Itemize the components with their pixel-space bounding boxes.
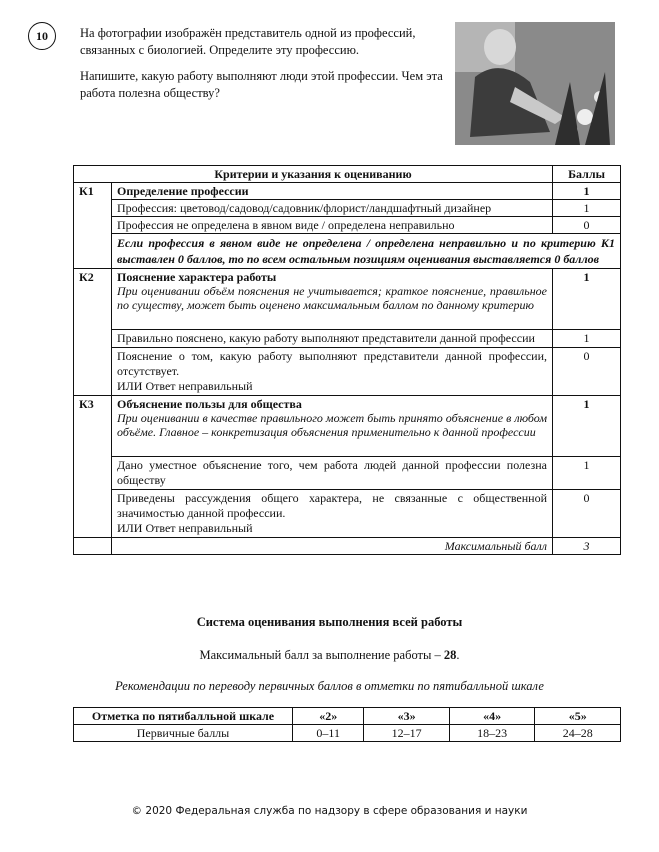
max-score-value: 3 <box>553 538 621 555</box>
system-max-text: Максимальный балл за выполнение работы – <box>199 648 441 662</box>
criterion-code: К2 <box>74 269 112 396</box>
grades-score-row <box>74 725 621 742</box>
grade-cell: «3» <box>364 708 450 725</box>
criteria-table <box>73 165 621 555</box>
criterion-text: Приведены рассуждения общего характера, не связанные с общественной значимостью данной профессии. <box>117 491 547 520</box>
grade-cell: 12–17 <box>364 725 450 742</box>
table-row <box>74 217 621 234</box>
header-points: Баллы <box>553 166 621 183</box>
criterion-points: 1 <box>553 457 621 490</box>
question-number <box>28 22 56 50</box>
table-row <box>74 200 621 217</box>
question-paragraph-2: Напишите, какую работу выполняют люди этой профессии. Чем эта работа полезна обществу? <box>80 69 443 100</box>
criterion-max: 1 <box>553 269 621 330</box>
criterion-points: 1 <box>553 200 621 217</box>
grade-cell: Отметка по пятибалльной шкале <box>74 708 293 725</box>
max-score-row <box>74 538 621 555</box>
grades-header-row <box>74 708 621 725</box>
grade-cell: 0–11 <box>293 725 364 742</box>
question-paragraph-1: На фотографии изображён представитель одной из профессий, связанных с биологией. Определите эту профессию. <box>80 26 416 57</box>
criterion-text-or: ИЛИ Ответ неправильный <box>117 521 253 535</box>
criterion-hint: При оценивании в качестве правильного может быть принято объяснение в любом объёме. Главное – конкретизация объяснения применительно к данной профессии <box>117 411 547 439</box>
criterion-max: 1 <box>553 396 621 457</box>
table-row <box>74 396 621 457</box>
criterion-points: 1 <box>553 330 621 348</box>
table-row <box>74 234 621 269</box>
question-text <box>80 25 450 111</box>
header-criteria: Критерии и указания к оцениванию <box>74 166 553 183</box>
criterion-max: 1 <box>553 183 621 200</box>
criterion-points: 0 <box>553 490 621 538</box>
criterion-text: Дано уместное объяснение того, чем работа людей данной профессии полезна обществу <box>112 457 553 490</box>
table-row <box>74 183 621 200</box>
criterion-title: Пояснение характера работы <box>117 270 277 284</box>
system-max-value: 28 <box>443 648 457 662</box>
system-title: Система оценивания выполнения всей работы <box>196 615 463 629</box>
criterion-points: 0 <box>553 348 621 396</box>
system-recommendation: Рекомендации по переводу первичных баллов в отметки по пятибалльной шкале <box>115 679 544 693</box>
max-score-label: Максимальный балл <box>112 538 553 555</box>
grade-cell: 24–28 <box>535 725 621 742</box>
criterion-text-or: ИЛИ Ответ неправильный <box>117 379 253 393</box>
table-row <box>74 490 621 538</box>
copyright-footer: © 2020 Федеральная служба по надзору в сфере образования и науки <box>131 805 528 817</box>
grade-cell: «5» <box>535 708 621 725</box>
grade-cell: «4» <box>449 708 535 725</box>
table-row <box>74 330 621 348</box>
gardener-photo <box>455 22 615 145</box>
criterion-text: Профессия: цветовод/садовод/садовник/флорист/ландшафтный дизайнер <box>112 200 553 217</box>
criterion-text: Правильно пояснено, какую работу выполняют представители данной профессии <box>112 330 553 348</box>
table-header-row <box>74 166 621 183</box>
criterion-code: К3 <box>74 396 112 538</box>
table-row <box>74 269 621 330</box>
system-max-line: Максимальный балл за выполнение работы – 28. <box>199 648 460 662</box>
criterion-code: К1 <box>74 183 112 269</box>
criterion-title: Объяснение пользы для общества <box>117 397 302 411</box>
criterion-points: 0 <box>553 217 621 234</box>
criterion-note: Если профессия в явном виде не определена / определена неправильно и по критерию К1 выставлен 0 баллов, то по всем остальным позициям оценивания выставляется 0 баллов <box>112 234 621 269</box>
question-number-text: 10 <box>36 28 48 43</box>
criterion-text: Профессия не определена в явном виде / определена неправильно <box>112 217 553 234</box>
criterion-title: Определение профессии <box>112 183 553 200</box>
grade-cell: «2» <box>293 708 364 725</box>
grade-cell: Первичные баллы <box>74 725 293 742</box>
criterion-hint: При оценивании объём пояснения не учитывается; краткое пояснение, правильное по существу, может быть оценено максимальным баллом по данному критерию <box>117 284 547 312</box>
table-row <box>74 348 621 396</box>
criterion-text: Пояснение о том, какую работу выполняют представители данной профессии, отсутствует. <box>117 349 547 378</box>
grade-cell: 18–23 <box>449 725 535 742</box>
table-row <box>74 457 621 490</box>
grades-table <box>73 707 621 742</box>
